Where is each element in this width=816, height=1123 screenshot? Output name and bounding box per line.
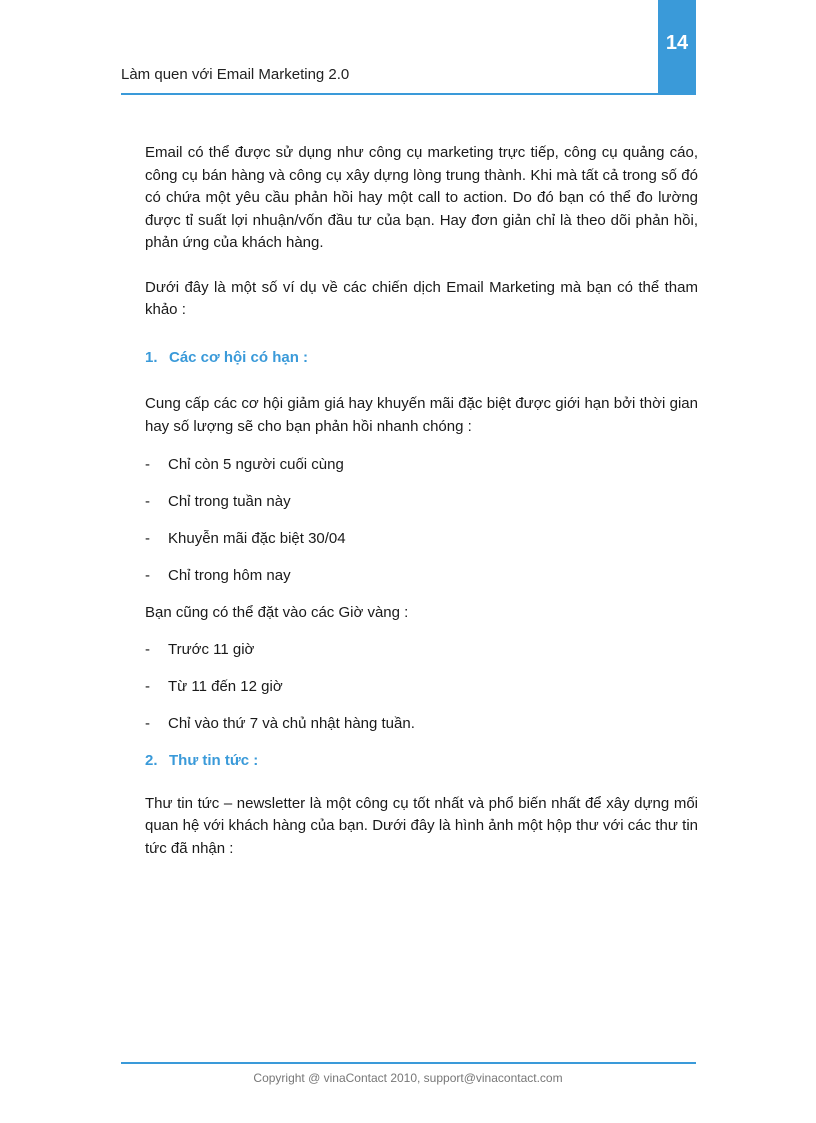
- list-item-text: Chỉ trong hôm nay: [168, 567, 291, 584]
- section-2-title: Thư tin tức :: [169, 752, 259, 769]
- section-1-description: Cung cấp các cơ hội giảm giá hay khuyến mãi đặc biệt được giới hạn bởi thời gian hay số lượng sẽ cho bạn phản hồi nhanh chóng :: [145, 395, 698, 435]
- list-item-text: Chỉ còn 5 người cuối cùng: [168, 456, 344, 473]
- page-number: 14: [665, 32, 689, 54]
- list-item: [145, 565, 698, 602]
- intro-paragraph: Email có thể được sử dụng như công cụ marketing trực tiếp, công cụ quảng cáo, công cụ bán hàng và công cụ xây dựng lòng trung thành. Khi mà tất cả trong số đó có chứa một yêu cầu phản hồi hay một call to action. Do đó bạn có thể đo lường được tỉ suất lợi nhuận/vốn đầu tư của bạn. Hay đơn giản chỉ là theo dõi phản hồi, phản ứng của khách hàng.: [145, 144, 698, 251]
- list-item: [145, 491, 698, 528]
- page-number-tab: [658, 0, 696, 93]
- list-item: [145, 639, 698, 676]
- section-2-number: 2.: [145, 752, 158, 769]
- bullet-dash: -: [145, 456, 150, 473]
- list-item-text: Từ 11 đến 12 giờ: [168, 678, 283, 695]
- list-item-text: Chỉ trong tuần này: [168, 493, 291, 510]
- list-item-text: Khuyễn mãi đặc biệt 30/04: [168, 530, 346, 547]
- footer-divider: [121, 1062, 696, 1064]
- section-1-title: Các cơ hội có hạn :: [169, 348, 309, 366]
- limited-offers-list: [145, 454, 698, 602]
- list-item: [145, 713, 698, 750]
- list-item-text: Trước 11 giờ: [168, 641, 255, 658]
- bullet-dash: -: [145, 493, 150, 510]
- page-content: [145, 142, 698, 860]
- list-item: [145, 676, 698, 713]
- examples-intro-paragraph: Dưới đây là một số ví dụ về các chiến dịch Email Marketing mà bạn có thể tham khảo :: [145, 278, 698, 318]
- section-1-heading: [145, 347, 698, 370]
- footer-copyright: Copyright @ vinaContact 2010, support@vinacontact.com: [253, 1071, 563, 1085]
- list-item-text: Chỉ vào thứ 7 và chủ nhật hàng tuần.: [168, 715, 415, 732]
- bullet-dash: -: [145, 641, 150, 658]
- section-1-number: 1.: [145, 348, 158, 366]
- bullet-dash: -: [145, 715, 150, 732]
- bullet-dash: -: [145, 567, 150, 584]
- header-title: Làm quen với Email Marketing 2.0: [121, 66, 350, 83]
- list-item: [145, 454, 698, 491]
- header-divider: [121, 93, 696, 95]
- section-2-heading: [145, 750, 698, 773]
- golden-hours-intro: Bạn cũng có thể đặt vào các Giờ vàng :: [145, 604, 409, 621]
- bullet-dash: -: [145, 678, 150, 695]
- golden-hours-list: [145, 639, 698, 750]
- list-item: [145, 528, 698, 565]
- bullet-dash: -: [145, 530, 150, 547]
- section-2-description: Thư tin tức – newsletter là một công cụ tốt nhất và phổ biến nhất để xây dựng mối quan hệ với khách hàng của bạn. Dưới đây là hình ảnh một hộp thư với các thư tin tức đã nhận :: [145, 794, 698, 857]
